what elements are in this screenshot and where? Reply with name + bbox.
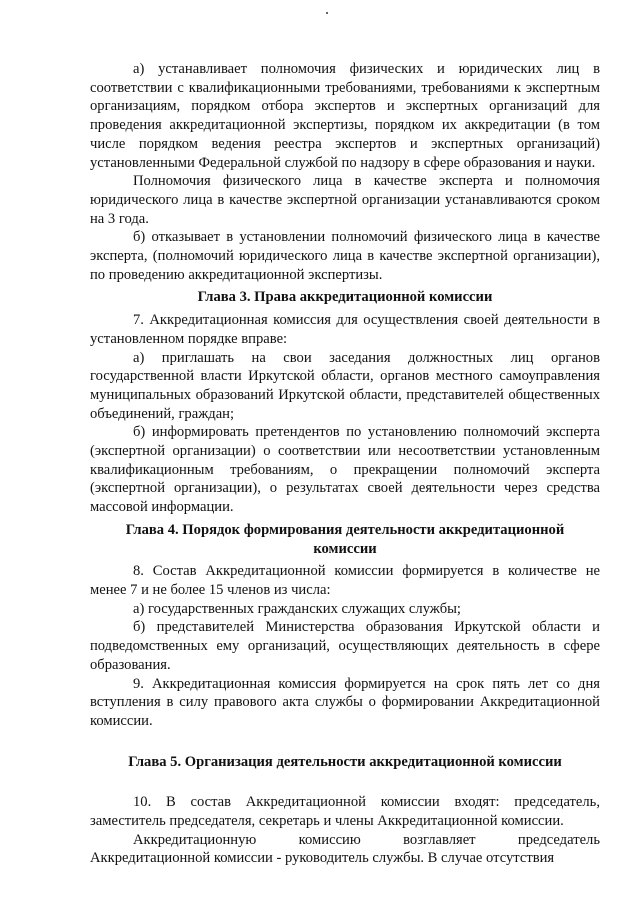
heading-chapter-5: Глава 5. Организация деятельности аккредитационной комиссии	[128, 753, 562, 770]
paragraph-8a: а) государственных гражданских служащих службы;	[133, 600, 461, 617]
scan-dot	[326, 12, 328, 14]
paragraph-10-chair: Аккредитационную комиссию возглавляет председатель Аккредитационной комиссии - руководитель службы. В случае отсутствия	[90, 831, 600, 867]
paragraph-6b: б) отказывает в установлении полномочий физического лица в качестве эксперта, (полномочий юридического лица в качестве экспертной организации), по проведению аккредитационной экспертизы.	[90, 229, 600, 283]
paragraph-6a: а) устанавливает полномочия физических и юридических лиц в соответствии с квалификационными требованиями, требованиями к экспертным организациям, порядком отбора экспертов и экспертных организаций для проведения аккредитационной экспертизы, порядком их аккредитации (в том числе порядком ведения реестра экспертов и экспертных организаций) установленными Федеральной службой по надзору в сфере образования и науки.	[90, 61, 600, 171]
heading-chapter-4-line1: Глава 4. Порядок формирования деятельности аккредитационной	[125, 521, 565, 538]
paragraph-term: Полномочия физического лица в качестве эксперта и полномочия юридического лица в качестве экспертной организации устанавливаются сроком на 3 года.	[90, 173, 600, 227]
heading-chapter-4-line2: комиссии	[313, 540, 377, 557]
paragraph-8b: б) представителей Министерства образования Иркутской области и подведомственных ему организаций, осуществляющих деятельность в сфере образования.	[90, 619, 600, 673]
heading-chapter-3: Глава 3. Права аккредитационной комиссии	[197, 289, 493, 306]
document-body	[90, 60, 600, 868]
paragraph-7a: а) приглашать на свои заседания должностных лиц органов государственной власти Иркутской области, органов местного самоуправления муниципальных образований Иркутской области, представителей общественных объединений, граждан;	[90, 349, 600, 422]
paragraph-9: 9. Аккредитационная комиссия формируется на срок пять лет со дня вступления в силу правового акта службы о формировании Аккредитационной комиссии.	[90, 675, 600, 729]
paragraph-10: 10. В состав Аккредитационной комиссии входят: председатель, заместитель председателя, секретарь и члены Аккредитационной комиссии.	[90, 794, 600, 830]
paragraph-7b: б) информировать претендентов по установлению полномочий эксперта (экспертной организации) о соответствии или несоответствии установленным квалификационным требованиям, о прекращении полномочий эксперта (экспертной организации), о результатах своей деятельности через средства массовой информации.	[90, 424, 600, 516]
paragraph-8: 8. Состав Аккредитационной комиссии формируется в количестве не менее 7 и не более 15 членов из числа:	[90, 563, 600, 598]
paragraph-7: 7. Аккредитационная комиссия для осуществления своей деятельности в установленном порядке вправе:	[90, 312, 600, 347]
